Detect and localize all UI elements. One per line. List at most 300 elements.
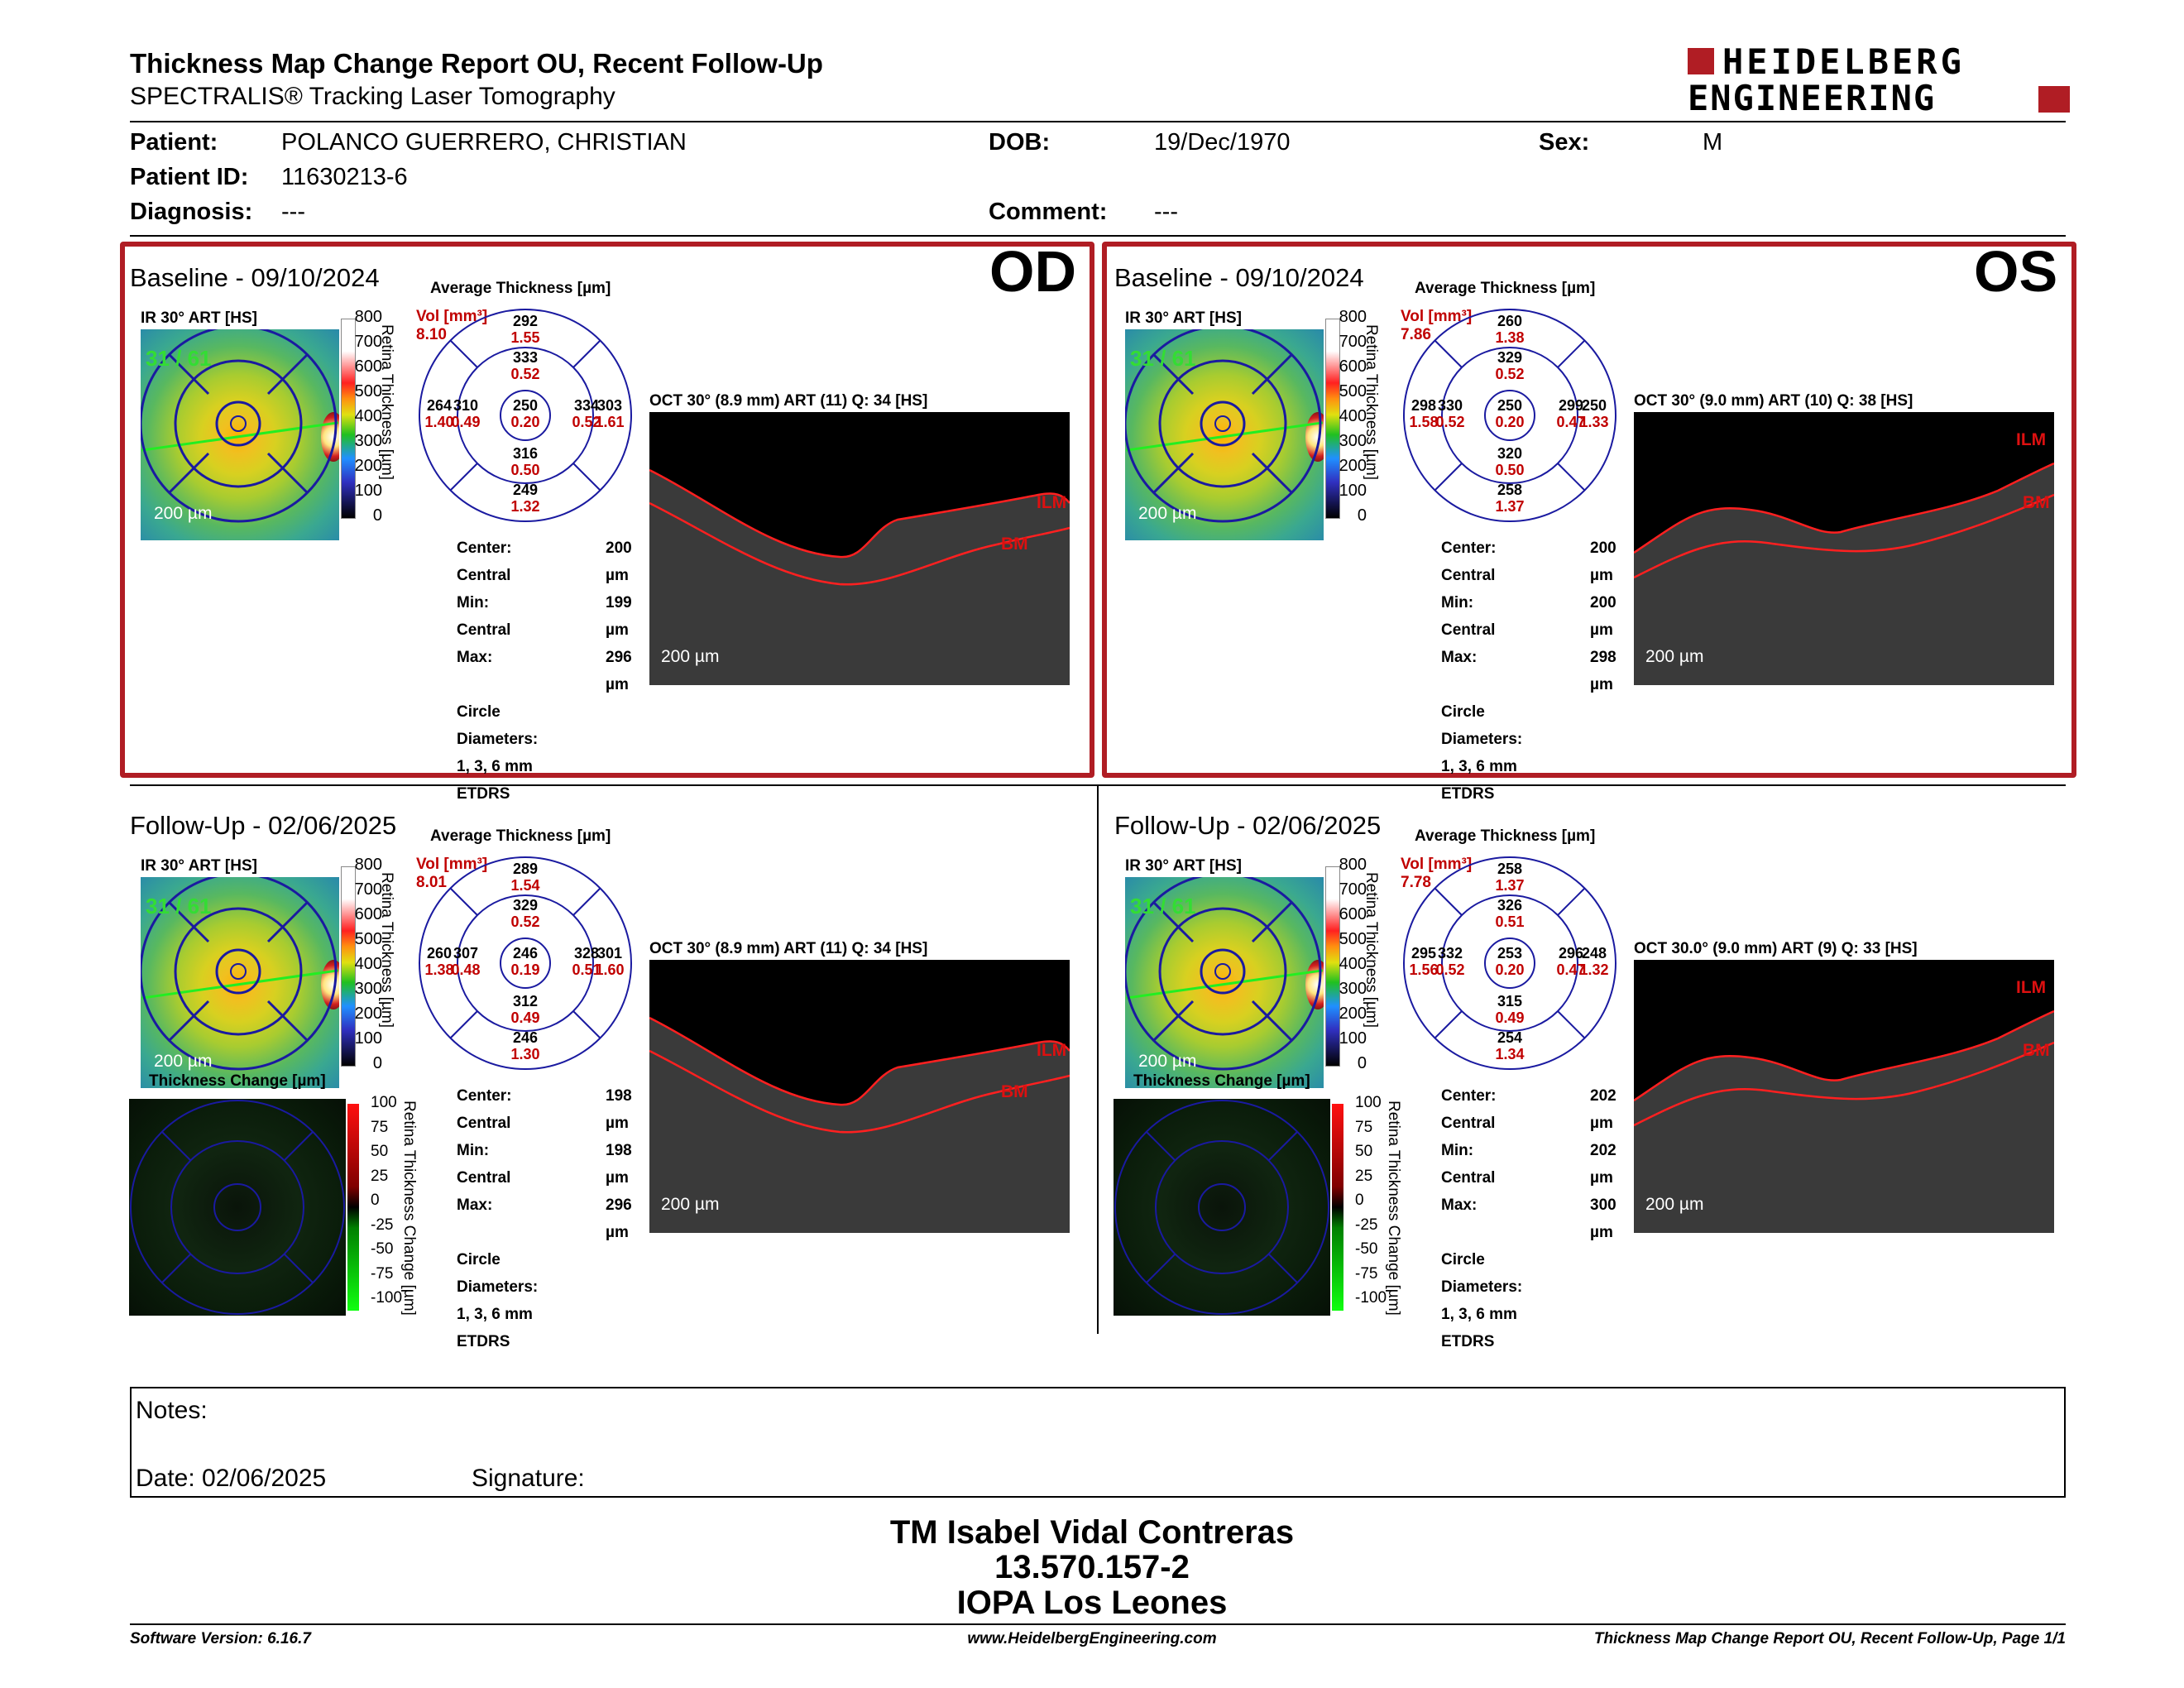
colorbar-label: Retina Thickness [µm] [378, 872, 395, 1028]
thickness-change-label: Thickness Change [µm] [1133, 1072, 1310, 1090]
central-max-value: 298 µm [1590, 649, 1616, 693]
change-tick: -25 [1355, 1216, 1378, 1234]
sector-nasal-outer [587, 397, 633, 430]
colorbar-tick: 800 [1339, 856, 1367, 874]
change-colorbar-label: Retina Thickness Change [µm] [1385, 1101, 1402, 1316]
sector-thickness: 310 [453, 397, 479, 414]
avg-thickness-label: Average Thickness [µm] [1415, 827, 1596, 845]
sector-superior-outer [502, 861, 548, 894]
fovea-marker [1215, 416, 1230, 431]
sector-temporal-inner [1427, 945, 1473, 978]
notes-box [130, 1387, 2066, 1498]
colorbar-tick: 500 [354, 930, 382, 948]
colorbar-tick: 500 [1339, 930, 1367, 948]
central-max-label: Central Max: [1441, 621, 1496, 666]
sector-volume: 0.49 [1495, 1009, 1525, 1026]
colorbar-tick: 0 [1357, 1054, 1367, 1072]
sector-thickness: 330 [1437, 397, 1463, 414]
bm-tag: BM [2023, 1041, 2050, 1060]
etdrs-spoke [573, 888, 601, 915]
etdrs-spoke [450, 888, 477, 915]
signer-id: 13.570.157-2 [994, 1549, 1190, 1585]
eye-label: OS [1974, 239, 2058, 304]
overlay-spoke [268, 354, 308, 394]
colorbar-tick: 700 [354, 880, 382, 899]
fovea-count: 31 / 61 [1130, 346, 1196, 371]
central-min-value: 198 µm [606, 1142, 632, 1187]
etdrs-spoke [1434, 888, 1462, 915]
fundus-scale: 200 µm [1138, 1052, 1197, 1071]
sector-center [1487, 397, 1533, 430]
change-ticks [371, 1091, 402, 1311]
change-colorbar [347, 1104, 359, 1311]
overlay-ring [1201, 402, 1244, 445]
central-max-label: Central Max: [457, 1169, 511, 1214]
oct-scale: 200 µm [1645, 1195, 1704, 1214]
bm-tag: BM [2023, 493, 2050, 512]
sex-label: Sex: [1539, 129, 1590, 156]
center-value: 200 µm [606, 539, 632, 584]
logo-text-top: HEIDELBERG [1722, 41, 1965, 82]
change-tick: -25 [371, 1216, 394, 1234]
center-label: Center: [457, 1087, 512, 1105]
sector-thickness: 296 [1558, 945, 1584, 961]
signer-name: TM Isabel Vidal Contreras [889, 1514, 1295, 1551]
fovea-count: 31 / 61 [146, 346, 212, 371]
colorbar-tick: 700 [354, 333, 382, 351]
sector-volume: 1.54 [510, 877, 540, 894]
change-ticks [1355, 1091, 1387, 1311]
change-ring [1199, 1184, 1245, 1230]
overlay-spoke [1153, 1001, 1193, 1041]
patient-divider [130, 235, 2066, 237]
circle-diam-value: 1, 3, 6 mm ETDRS [457, 1306, 533, 1350]
circle-diam-label: Circle Diameters: [457, 703, 539, 748]
fundus-thickness-map [1125, 329, 1324, 540]
colorbar-tick: 600 [1339, 905, 1367, 923]
fundus-scale: 200 µm [1138, 504, 1197, 523]
website-link[interactable]: www.HeidelbergEngineering.com [967, 1630, 1217, 1647]
panel-heading: Baseline - 09/10/2024 [130, 263, 380, 292]
circle-diam-label: Circle Diameters: [457, 1251, 539, 1296]
colorbar-tick: 0 [372, 1054, 382, 1072]
etdrs-spoke [450, 463, 477, 491]
oct-bscan [1634, 412, 2054, 685]
total-volume: 7.78 [1401, 874, 1431, 891]
colorbar-tick: 200 [354, 1005, 382, 1023]
colorbar-tick: 700 [1339, 333, 1367, 351]
center-label: Center: [1441, 1087, 1497, 1105]
circle-diam-label: Circle Diameters: [1441, 1251, 1523, 1296]
sector-superior-inner [1487, 349, 1533, 382]
sector-center [502, 945, 548, 978]
oct-scale: 200 µm [661, 1195, 720, 1214]
sector-thickness: 250 [1497, 397, 1523, 414]
sector-volume: 1.56 [1409, 961, 1439, 978]
sector-superior-outer [1487, 861, 1533, 894]
avg-thickness-label: Average Thickness [µm] [1415, 280, 1596, 297]
colorbar-tick: 0 [1357, 506, 1367, 525]
sector-volume: 0.52 [510, 914, 540, 930]
thickness-stats [457, 1082, 538, 1355]
sector-thickness: 254 [1497, 1029, 1523, 1046]
thickness-change-map [1114, 1099, 1330, 1316]
sector-thickness: 250 [512, 397, 539, 414]
circle-diam-value: 1, 3, 6 mm ETDRS [1441, 1306, 1517, 1350]
colorbar-tick: 800 [354, 856, 382, 874]
sector-volume: 1.30 [510, 1046, 540, 1062]
oct-label: OCT 30.0° (9.0 mm) ART (9) Q: 33 [HS] [1634, 940, 1918, 957]
fovea-marker [1215, 964, 1230, 979]
total-volume: 8.10 [416, 326, 447, 343]
fovea-marker [231, 416, 246, 431]
change-tick: 50 [371, 1143, 389, 1160]
thickness-change-label: Thickness Change [µm] [149, 1072, 326, 1090]
sector-volume: 0.20 [1495, 961, 1525, 978]
sector-volume: 1.32 [1579, 961, 1609, 978]
central-max-value: 300 µm [1590, 1196, 1616, 1241]
change-colorbar [1332, 1104, 1343, 1311]
overlay-spoke [169, 1001, 208, 1041]
circle-diam-value: 1, 3, 6 mm ETDRS [457, 758, 533, 803]
sector-thickness: 303 [596, 397, 623, 414]
etdrs-spoke [573, 1011, 601, 1038]
ir-label: IR 30° ART [HS] [1125, 309, 1242, 327]
thickness-stats [1441, 1082, 1522, 1355]
sector-thickness: 320 [1497, 445, 1523, 462]
ilm-tag: ILM [2016, 430, 2047, 449]
change-tick: -75 [371, 1264, 394, 1283]
sector-temporal-inner [443, 945, 489, 978]
etdrs-spoke [1558, 340, 1585, 367]
vol-label: Vol [mm³] [1401, 308, 1473, 325]
thickness-stats [1441, 535, 1522, 808]
sector-thickness: 253 [1497, 945, 1523, 961]
sector-superior-inner [502, 349, 548, 382]
sector-volume: 1.33 [1579, 414, 1609, 430]
thickness-change-map [129, 1099, 346, 1316]
sector-thickness: 329 [512, 897, 539, 914]
change-tick: -100 [371, 1289, 403, 1307]
change-ring [171, 1141, 304, 1273]
sector-thickness: 301 [596, 945, 623, 961]
overlay-spoke [1252, 902, 1292, 942]
sector-superior-inner [502, 897, 548, 930]
sector-volume: 1.40 [424, 414, 454, 430]
overlay-ring [1201, 950, 1244, 993]
sector-thickness: 316 [512, 445, 539, 462]
etdrs-spoke [1434, 463, 1462, 491]
fundus-thickness-map [141, 877, 339, 1088]
colorbar-tick: 100 [1339, 482, 1367, 500]
sector-inferior-inner [1487, 445, 1533, 478]
sector-superior-outer [502, 313, 548, 346]
report-title: Thickness Map Change Report OU, Recent Follow-Up [130, 48, 823, 79]
change-spoke [1147, 1254, 1175, 1283]
colorbar-tick: 400 [354, 955, 382, 973]
sector-volume: 1.58 [1409, 414, 1439, 430]
vol-label: Vol [mm³] [416, 308, 488, 325]
panel-heading: Follow-Up - 02/06/2025 [130, 811, 397, 840]
circle-diam-value: 1, 3, 6 mm ETDRS [1441, 758, 1517, 803]
colorbar-tick: 200 [354, 457, 382, 475]
colorbar-tick: 300 [1339, 980, 1367, 998]
colorbar-tick: 500 [1339, 382, 1367, 400]
sector-volume: 0.52 [1435, 414, 1465, 430]
avg-thickness-label: Average Thickness [µm] [430, 827, 611, 845]
sector-volume: 0.49 [510, 1009, 540, 1026]
change-colorbar-label: Retina Thickness Change [µm] [400, 1101, 418, 1316]
sector-volume: 0.47 [1556, 414, 1586, 430]
colorbar-label: Retina Thickness [µm] [1363, 324, 1380, 480]
total-volume: 8.01 [416, 874, 447, 891]
sector-volume: 1.32 [510, 498, 540, 515]
sector-volume: 1.37 [1495, 498, 1525, 515]
etdrs-grid [1402, 856, 1617, 1071]
sector-volume: 0.20 [1495, 414, 1525, 430]
change-tick: 0 [371, 1192, 380, 1209]
sector-thickness: 249 [512, 482, 539, 498]
overlay-ring [217, 402, 260, 445]
ilm-tag: ILM [1037, 1041, 1067, 1060]
central-min-value: 199 µm [606, 594, 632, 639]
etdrs-spoke [1558, 463, 1585, 491]
software-version: Software Version: 6.16.7 [130, 1630, 311, 1647]
colorbar-label: Retina Thickness [µm] [1363, 872, 1380, 1028]
oct-bscan [1634, 960, 2054, 1233]
change-tick: 50 [1355, 1143, 1373, 1160]
etdrs-grid [418, 856, 633, 1071]
overlay-spoke [1252, 453, 1292, 493]
colorbar-tick: 400 [1339, 955, 1367, 973]
sector-thickness: 326 [1497, 897, 1523, 914]
central-max-label: Central Max: [1441, 1169, 1496, 1214]
change-tick: -75 [1355, 1264, 1378, 1283]
header-divider [130, 121, 2066, 122]
central-max-value: 296 µm [606, 649, 632, 693]
central-min-value: 202 µm [1590, 1142, 1616, 1187]
page-info: Thickness Map Change Report OU, Recent Follow-Up, Page 1/1 [1593, 1630, 2066, 1647]
ir-label: IR 30° ART [HS] [1125, 857, 1242, 875]
overlay-spoke [1153, 453, 1193, 493]
overlay-spoke [169, 453, 208, 493]
sector-thickness: 260 [1497, 313, 1523, 329]
overlay-spoke [268, 1001, 308, 1041]
center-label: Center: [457, 539, 512, 557]
sector-volume: 0.51 [1495, 914, 1525, 930]
thickness-stat-values [1590, 1082, 1616, 1246]
central-min-label: Central Min: [457, 1115, 511, 1159]
sector-nasal-outer [587, 945, 633, 978]
eye-label: OD [989, 239, 1076, 304]
sector-thickness: 334 [573, 397, 600, 414]
colorbar-tick: 800 [1339, 308, 1367, 326]
panel-heading: Follow-Up - 02/06/2025 [1114, 811, 1382, 840]
circle-diam-label: Circle Diameters: [1441, 703, 1523, 748]
sector-thickness: 315 [1497, 993, 1523, 1009]
center-label: Center: [1441, 539, 1497, 557]
sector-volume: 0.47 [1556, 961, 1586, 978]
ilm-tag: ILM [2016, 978, 2047, 997]
fundus-thickness-map [141, 329, 339, 540]
colorbar-tick: 300 [354, 432, 382, 450]
sector-volume: 0.52 [1495, 366, 1525, 382]
colorbar-tick: 200 [1339, 1005, 1367, 1023]
overlay-spoke [268, 453, 308, 493]
comment-label: Comment: [989, 199, 1108, 225]
overlay-spoke [268, 902, 308, 942]
thickness-stat-values [606, 535, 632, 698]
change-tick: -100 [1355, 1289, 1387, 1307]
diagnosis-value: --- [281, 199, 305, 225]
sector-volume: 0.52 [572, 414, 601, 430]
colorbar-tick: 800 [354, 308, 382, 326]
change-tick: 25 [371, 1167, 389, 1185]
sector-volume: 0.52 [1435, 961, 1465, 978]
sector-inferior-inner [1487, 993, 1533, 1026]
etdrs-spoke [573, 340, 601, 367]
colorbar-tick: 100 [1339, 1029, 1367, 1048]
eye-divider [1097, 786, 1099, 1334]
sector-inferior-outer [502, 482, 548, 515]
sector-thickness: 307 [453, 945, 479, 961]
sector-thickness: 246 [512, 1029, 539, 1046]
etdrs-spoke [1558, 1011, 1585, 1038]
sector-volume: 0.52 [510, 366, 540, 382]
sector-thickness: 328 [573, 945, 600, 961]
sector-thickness: 264 [426, 397, 453, 414]
etdrs-spoke [450, 340, 477, 367]
change-tick: 75 [371, 1118, 389, 1136]
patient-label: Patient: [130, 129, 218, 156]
sector-volume: 1.38 [1495, 329, 1525, 346]
notes-date: Date: 02/06/2025 [136, 1465, 327, 1492]
change-tick: -50 [371, 1240, 394, 1258]
logo-text-bottom: ENGINEERING [1688, 78, 1937, 118]
report-subtitle: SPECTRALIS® Tracking Laser Tomography [130, 83, 615, 110]
colorbar-tick: 600 [354, 357, 382, 376]
colorbar-tick: 100 [354, 1029, 382, 1048]
sector-inferior-outer [1487, 1029, 1533, 1062]
sector-thickness: 258 [1497, 861, 1523, 877]
center-value: 202 µm [1590, 1087, 1616, 1132]
central-max-label: Central Max: [457, 621, 511, 666]
sector-volume: 0.50 [510, 462, 540, 478]
sector-thickness: 289 [512, 861, 539, 877]
dob-value: 19/Dec/1970 [1154, 129, 1291, 156]
signer-org: IOPA Los Leones [956, 1585, 1228, 1621]
central-max-value: 296 µm [606, 1196, 632, 1241]
fundus-scale: 200 µm [154, 504, 213, 523]
sector-volume: 0.51 [572, 961, 601, 978]
patient-id-value: 11630213-6 [281, 164, 408, 190]
oct-scale: 200 µm [661, 647, 720, 666]
central-min-label: Central Min: [1441, 567, 1496, 611]
thickness-stat-values [606, 1082, 632, 1246]
sector-thickness: 250 [1581, 397, 1607, 414]
change-tick: -50 [1355, 1240, 1378, 1258]
change-spoke [1269, 1132, 1297, 1160]
fundus-scale: 200 µm [154, 1052, 213, 1071]
change-tick: 0 [1355, 1192, 1364, 1209]
oct-label: OCT 30° (8.9 mm) ART (11) Q: 34 [HS] [649, 940, 928, 957]
heidelberg-logo [1688, 41, 2070, 118]
colorbar-tick: 400 [1339, 407, 1367, 425]
vol-label: Vol [mm³] [1401, 856, 1473, 873]
colorbar-tick: 500 [354, 382, 382, 400]
oct-bscan [649, 960, 1070, 1233]
change-ring [1156, 1141, 1288, 1273]
colorbar-tick: 300 [1339, 432, 1367, 450]
colorbar-tick: 700 [1339, 880, 1367, 899]
sector-temporal-inner [443, 397, 489, 430]
overlay-ring [217, 950, 260, 993]
sector-thickness: 248 [1581, 945, 1607, 961]
change-spoke [285, 1132, 313, 1160]
colorbar-label: Retina Thickness [µm] [378, 324, 395, 480]
change-tick: 25 [1355, 1167, 1373, 1185]
change-spoke [1269, 1254, 1297, 1283]
fovea-count: 31 / 61 [146, 894, 212, 918]
ilm-tag: ILM [1037, 493, 1067, 512]
overlay-spoke [1252, 1001, 1292, 1041]
footer-divider [130, 1623, 2066, 1625]
bm-tag: BM [1001, 535, 1028, 554]
sector-temporal-inner [1427, 397, 1473, 430]
sector-inferior-outer [1487, 482, 1533, 515]
center-value: 200 µm [1590, 539, 1616, 584]
etdrs-spoke [573, 463, 601, 491]
ir-label: IR 30° ART [HS] [141, 857, 257, 875]
notes-label: Notes: [136, 1397, 208, 1424]
overlay-spoke [1252, 354, 1292, 394]
colorbar-tick: 0 [372, 506, 382, 525]
change-tick: 100 [1355, 1094, 1382, 1111]
sector-center [502, 397, 548, 430]
sector-volume: 1.34 [1495, 1046, 1525, 1062]
sector-volume: 0.49 [451, 414, 481, 430]
sector-thickness: 312 [512, 993, 539, 1009]
patient-name: POLANCO GUERRERO, CHRISTIAN [281, 129, 687, 156]
fovea-count: 31 / 61 [1130, 894, 1196, 918]
fovea-marker [231, 964, 246, 979]
sector-thickness: 260 [426, 945, 453, 961]
vol-label: Vol [mm³] [416, 856, 488, 873]
central-min-value: 200 µm [1590, 594, 1616, 639]
comment-value: --- [1154, 199, 1178, 225]
colorbar-tick: 600 [354, 905, 382, 923]
sector-thickness: 333 [512, 349, 539, 366]
central-min-label: Central Min: [457, 567, 511, 611]
sector-nasal-outer [1571, 397, 1617, 430]
signature-label: Signature: [472, 1465, 585, 1492]
oct-label: OCT 30° (8.9 mm) ART (11) Q: 34 [HS] [649, 392, 928, 410]
colorbar-tick: 200 [1339, 457, 1367, 475]
sector-inferior-outer [502, 1029, 548, 1062]
oct-bscan [649, 412, 1070, 685]
change-tick: 75 [1355, 1118, 1373, 1136]
thickness-stats [457, 535, 538, 808]
sector-volume: 0.48 [451, 961, 481, 978]
change-spoke [285, 1254, 313, 1283]
sector-thickness: 292 [512, 313, 539, 329]
central-min-label: Central Min: [1441, 1115, 1496, 1159]
change-spoke [1147, 1132, 1175, 1160]
diagnosis-label: Diagnosis: [130, 199, 253, 225]
avg-thickness-label: Average Thickness [µm] [430, 280, 611, 297]
sector-volume: 1.61 [595, 414, 625, 430]
center-value: 198 µm [606, 1087, 632, 1132]
